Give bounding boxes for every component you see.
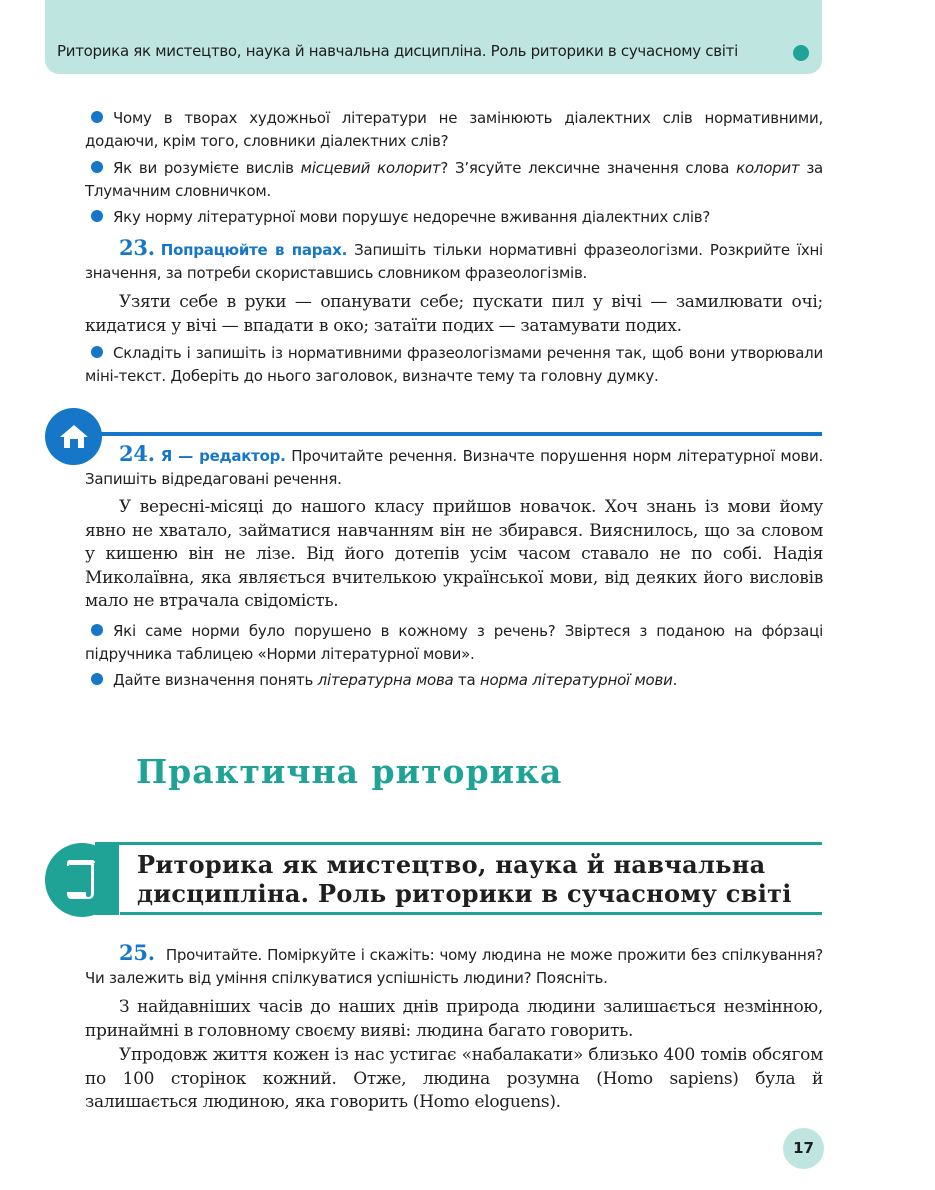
exercise-24-task: 24. Я — редактор. Прочитайте речення. Визначте порушення норм літературної мови. Запишіть відредаговані речення.: [85, 441, 823, 488]
question-bullet-2: Як ви розумієте вислів місцевий колорит? З’ясуйте лексичне значення слова колорит за Тлумачним словничком.: [85, 159, 824, 200]
exercise-number: 25.: [119, 940, 155, 965]
scroll-icon-glyph: [64, 859, 100, 901]
exercise-25-paragraph-1: З найдавніших часів до наших днів природа людини залишається незмінною, принаймні в головному своєму вияві: людина багато говорить.: [85, 997, 823, 1041]
bullet-dot: [91, 346, 103, 358]
exercise-23-bullet: Складіть і запишіть із нормативними фразеологізмами речення так, щоб вони утворювали міні-текст. Доберіть до нього заголовок, визначте тему та головну думку.: [85, 344, 823, 385]
exercise-25-paragraph-2: Упродовж життя кожен із нас устигає «набалакати» близько 400 томів обсягом по 100 сторінок кожний. Отже, людина розумна (Homo sapiens) була й залишається людиною, яка говорить (Homo eloguens).: [85, 1045, 823, 1112]
section-heading: Практична риторика: [136, 752, 563, 791]
bullet-dot: [91, 624, 103, 636]
homework-divider: [100, 432, 822, 436]
running-header-title: Риторика як мистецтво, наука й навчальна дисципліна. Роль риторики в сучасному світі: [57, 42, 738, 60]
topic-rule-top: [95, 842, 822, 845]
exercise-24-bullet-2: Дайте визначення понять літературна мова та норма літературної мови.: [85, 669, 823, 692]
topic-rule-bottom: [120, 912, 822, 915]
running-header-band: [45, 0, 822, 74]
bullet-dot: [91, 673, 103, 685]
exercise-23-task: 23. Попрацюйте в парах. Запишіть тільки нормативні фразеологізми. Розкрийте їхні значення, за потреби скориставшись словником фразеологізмів.: [85, 235, 823, 282]
exercise-number: 23.: [119, 235, 155, 260]
exercise-number: 24.: [119, 441, 155, 466]
header-dot-marker: [793, 45, 809, 61]
page-number: 17: [783, 1128, 824, 1169]
topic-title: Риторика як мистецтво, наука й навчальна дисципліна. Роль риторики в сучасному світі: [137, 850, 792, 908]
bullet-dot: [91, 161, 103, 173]
bullet-dot: [91, 111, 103, 123]
exercise-24-text: У вересні-місяці до нашого класу прийшов новачок. Хоч знань із мови йому явно не хватало, займатися навчанням він не збирався. Вияснилось, що за словом у кишеню він не лізе. Від його дотепів усім часом ставало не по собі. Надія Миколаївна, яка являється вчителькою української мови, від деяких його висловів мало не втрачала свідомість.: [85, 497, 823, 611]
exercise-23-text: Узяти себе в руки — опанувати себе; пускати пил у вічі — замилювати очі; кидатися у вічі — впадати в око; затаїти подих — затамувати подих.: [85, 292, 823, 336]
exercise-24-bullet-1: Які саме норми було порушено в кожному з речень? Звіртеся з поданою на фо́рзаці підручника таблицею «Норми літературної мови».: [85, 622, 823, 663]
question-bullet-3: Яку норму літературної мови порушує недоречне вживання діалектних слів?: [85, 206, 823, 229]
exercise-label: Попрацюйте в парах.: [160, 241, 348, 259]
scroll-icon: [45, 843, 119, 917]
exercise-25-task: 25. Прочитайте. Поміркуйте і скажіть: чому людина не може прожити без спілкування? Чи залежить від уміння спілкуватися успішність людини? Поясніть.: [85, 940, 823, 987]
exercise-label: Я — редактор.: [160, 447, 286, 465]
question-bullet-1: Чому в творах художньої літератури не замінюють діалектних слів нормативними, додаючи, крім того, словники діалектних слів?: [85, 109, 823, 150]
bullet-dot: [91, 210, 103, 222]
